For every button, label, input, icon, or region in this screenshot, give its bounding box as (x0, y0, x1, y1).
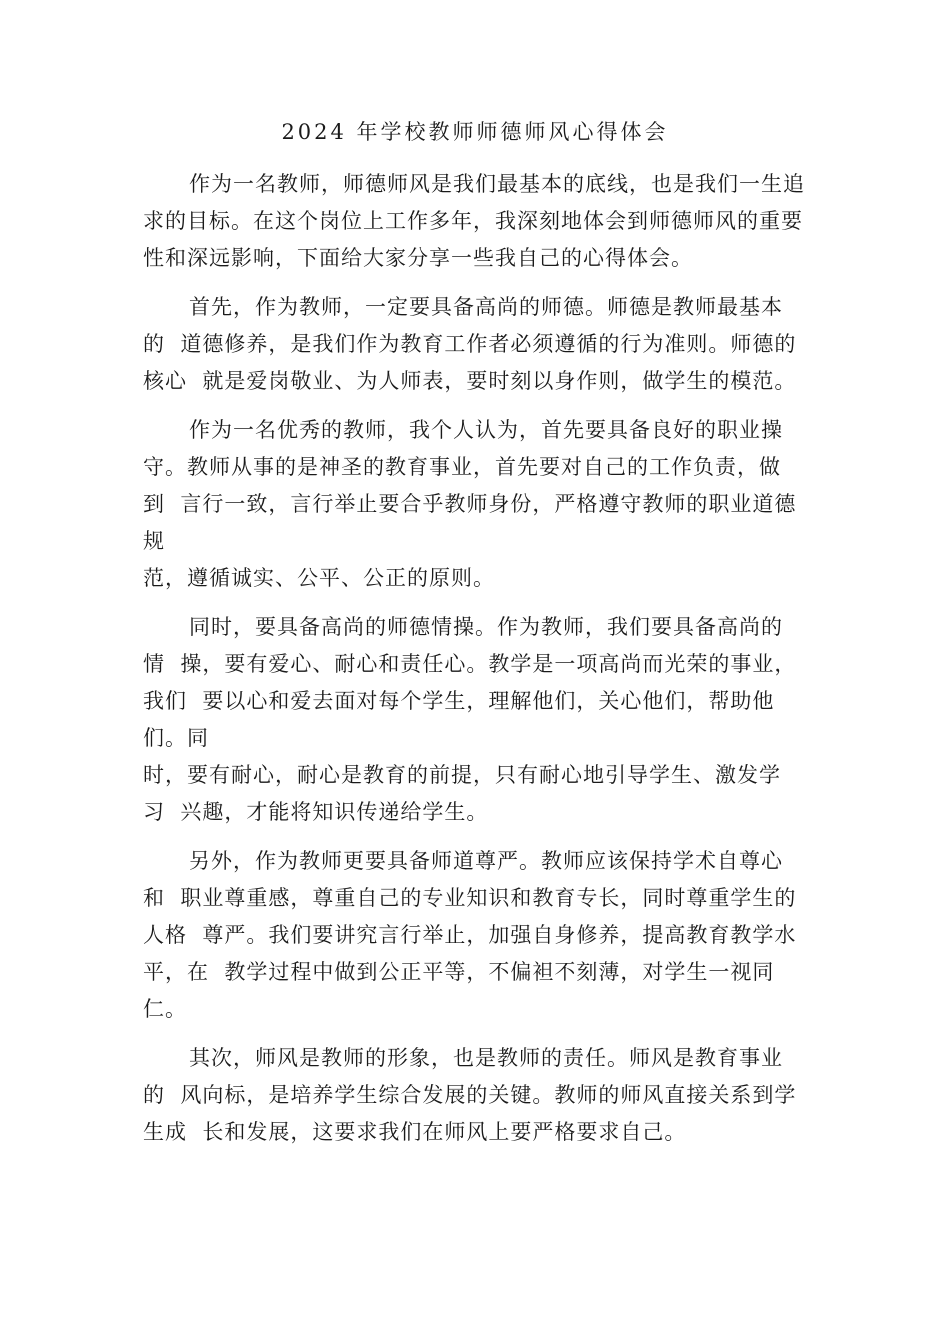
paragraph-line: 人格 尊严。我们要讲究言行举止，加强自身修养，提高教育教学水 (143, 923, 797, 947)
paragraph-line: 习 兴趣，才能将知识传递给学生。 (143, 800, 489, 824)
paragraph-line: 守。教师从事的是神圣的教育事业，首先要对自己的工作负责，做 (143, 455, 781, 479)
paragraph-line: 作为一名教师，师德师风是我们最基本的底线，也是我们一生追 (189, 172, 805, 196)
paragraph-line: 生成 长和发展，这要求我们在师风上要严格要求自己。 (143, 1120, 687, 1144)
paragraph-line: 规 (143, 529, 165, 553)
paragraph-line: 情 操，要有爱心、耐心和责任心。教学是一项高尚而光荣的事业， (143, 652, 797, 676)
paragraph-line: 们。同 (143, 726, 209, 750)
paragraph-3 (143, 412, 803, 597)
paragraph-line: 同时，要具备高尚的师德情操。作为教师，我们要具备高尚的 (189, 615, 783, 639)
paragraph-line: 作为一名优秀的教师，我个人认为，首先要具备良好的职业操 (189, 418, 783, 442)
paragraph-line: 范，遵循诚实、公平、公正的原则。 (143, 566, 495, 590)
paragraph-1 (143, 166, 803, 277)
paragraph-line: 平，在 教学过程中做到公正平等，不偏袒不刻薄，对学生一视同 (143, 960, 775, 984)
document-body (143, 166, 803, 1163)
paragraph-line: 求的目标。在这个岗位上工作多年，我深刻地体会到师德师风的重要 (143, 209, 803, 233)
paragraph-4 (143, 609, 803, 831)
paragraph-line: 和 职业尊重感，尊重自己的专业知识和教育专长，同时尊重学生的 (143, 886, 797, 910)
paragraph-6 (143, 1040, 803, 1151)
paragraph-line: 核心 就是爱岗敬业、为人师表，要时刻以身作则，做学生的模范。 (143, 369, 797, 393)
paragraph-2 (143, 289, 803, 400)
paragraph-line: 另外，作为教师更要具备师道尊严。教师应该保持学术自尊心 (189, 849, 783, 873)
paragraph-line: 其次，师风是教师的形象，也是教师的责任。师风是教育事业 (189, 1046, 783, 1070)
document-title: 2024 年学校教师师德师风心得体会 (281, 120, 669, 144)
paragraph-line: 到 言行一致，言行举止要合乎教师身份，严格遵守教师的职业道德 (143, 492, 797, 516)
paragraph-5 (143, 843, 803, 1028)
paragraph-line: 的 风向标，是培养学生综合发展的关键。教师的师风直接关系到学 (143, 1083, 797, 1107)
paragraph-line: 的 道德修养，是我们作为教育工作者必须遵循的行为准则。师德的 (143, 332, 797, 356)
paragraph-line: 首先，作为教师，一定要具备高尚的师德。师德是教师最基本 (189, 295, 783, 319)
paragraph-line: 仁。 (143, 997, 187, 1021)
paragraph-line: 我们 要以心和爱去面对每个学生，理解他们，关心他们，帮助他 (143, 689, 775, 713)
paragraph-line: 时，要有耐心，耐心是教育的前提，只有耐心地引导学生、激发学 (143, 763, 781, 787)
paragraph-line: 性和深远影响，下面给大家分享一些我自己的心得体会。 (143, 246, 693, 270)
